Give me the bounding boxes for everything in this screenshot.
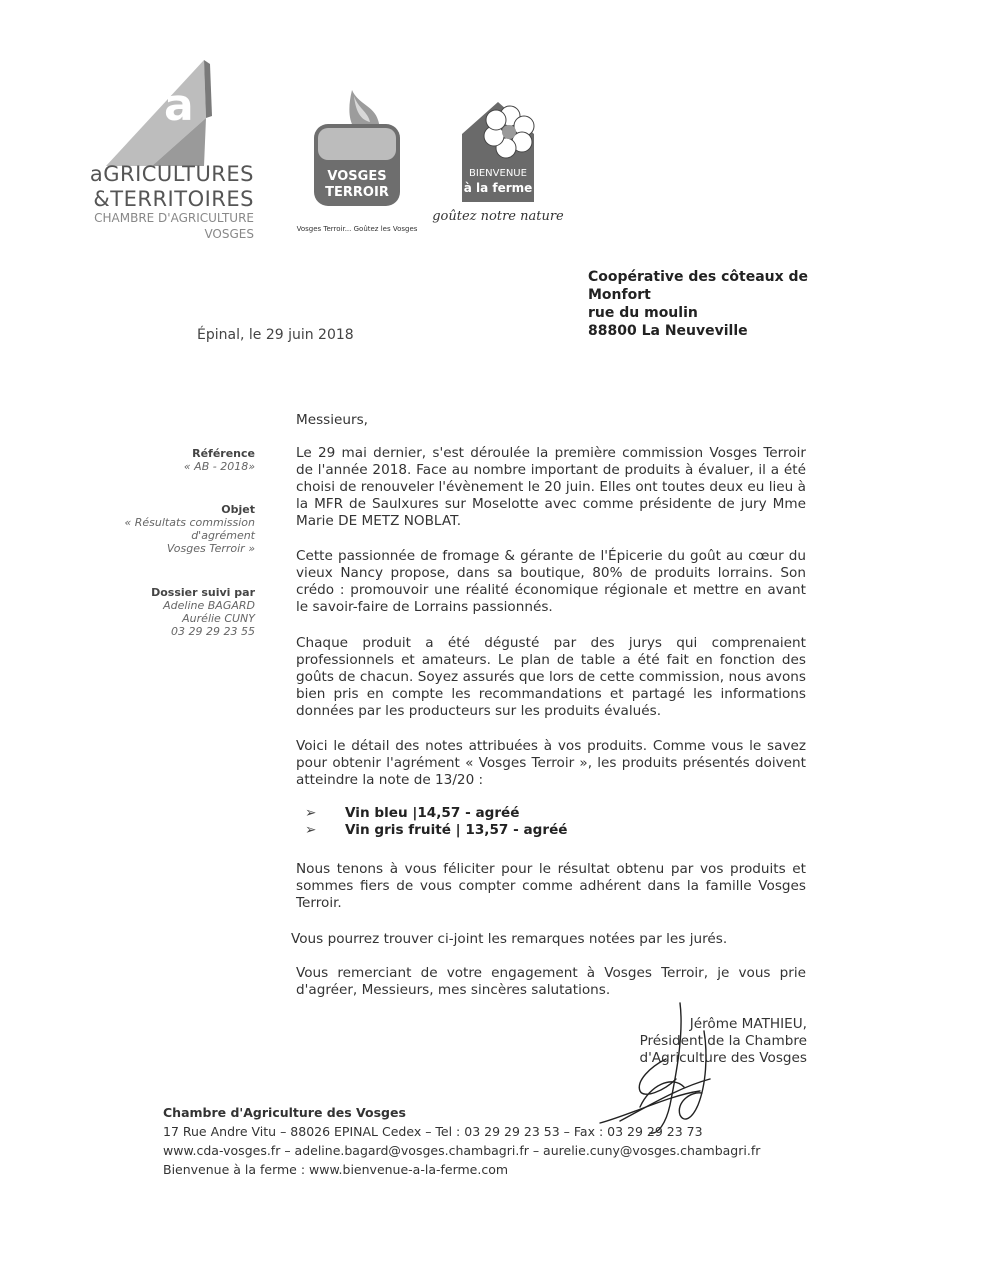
svg-text:a: a bbox=[164, 80, 194, 131]
agriculture-logo-line2: &TERRITOIRES bbox=[93, 187, 254, 211]
letter-date: Épinal, le 29 juin 2018 bbox=[197, 327, 354, 343]
paragraph-3: Chaque produit a été dégusté par des jurys qui comprenaient professionnels et amateurs. Le plan de table a été fait en fonction des goûts de chacun. Soyez assurés que lors de cette commission, nous avons bien pris en compte les recommandations et partagé les informations données par les producteurs sur les produits évalués. bbox=[296, 635, 806, 719]
agriculture-logo-line4: VOSGES bbox=[204, 227, 254, 241]
vosges-terroir-logo bbox=[292, 90, 422, 240]
arrow-bullet-icon: ➢ bbox=[305, 822, 317, 838]
dossier-name1: Adeline BAGARD bbox=[163, 599, 255, 612]
objet-block bbox=[35, 503, 255, 555]
paragraph-6: Vous pourrez trouver ci-joint les remarques notées par les jurés. bbox=[291, 931, 728, 947]
product-results-list bbox=[305, 805, 568, 839]
vosges-terroir-emblem-icon bbox=[292, 90, 422, 220]
bienvenue-tagline: goûtez notre nature bbox=[432, 209, 564, 224]
dossier-block bbox=[35, 586, 255, 638]
signer-title2: d'Agriculture des Vosges bbox=[639, 1050, 807, 1066]
list-item bbox=[305, 805, 568, 822]
footer-org: Chambre d'Agriculture des Vosges bbox=[163, 1105, 406, 1120]
vosges-terroir-tagline: Vosges Terroir... Goûtez les Vosges bbox=[296, 225, 418, 233]
recipient-line4: 88800 La Neuveville bbox=[588, 323, 748, 339]
footer bbox=[163, 1103, 760, 1179]
bienvenue-a-la-ferme-logo bbox=[432, 96, 564, 236]
recipient-line3: rue du moulin bbox=[588, 305, 698, 321]
paragraph-5: Nous tenons à vous féliciter pour le résultat obtenu par vos produits et sommes fiers de vous compter comme adhérent dans la famille Vosges Terroir. bbox=[296, 861, 806, 911]
paragraph-7: Vous remerciant de votre engagement à Vosges Terroir, je vous prie d'agréer, Messieurs, mes sincères salutations. bbox=[296, 965, 806, 998]
paragraph-2: Cette passionnée de fromage & gérante de l'Épicerie du goût au cœur du vieux Nancy propose, dans sa boutique, 80% de produits lorrains. Son crédo : promouvoir une réalité économique régionale et mettre en avant le savoir-faire de Lorrains passionnés. bbox=[296, 548, 806, 615]
reference-block bbox=[35, 447, 255, 473]
dossier-name2: Aurélie CUNY bbox=[182, 612, 255, 625]
footer-address: 17 Rue Andre Vitu – 88026 EPINAL Cedex – Tel : 03 29 29 23 53 – Fax : 03 29 29 23 73 bbox=[163, 1124, 703, 1139]
dossier-phone: 03 29 29 23 55 bbox=[171, 625, 255, 638]
bienvenue-line2: à la ferme bbox=[463, 181, 533, 195]
footer-bienvenue: Bienvenue à la ferme : www.bienvenue-a-la-ferme.com bbox=[163, 1162, 509, 1177]
objet-label: Objet bbox=[221, 503, 255, 516]
footer-web: www.cda-vosges.fr – adeline.bagard@vosges.chambagri.fr – aurelie.cuny@vosges.chambagri.fr bbox=[163, 1143, 761, 1158]
paragraph-1: Le 29 mai dernier, s'est déroulée la première commission Vosges Terroir de l'année 2018. Face au nombre important de produits à évaluer, il a été choisi de renouveler l'évènement le 20 juin. Elles ont toutes deux eu lieu à la MFR de Saulxures sur Moselotte avec comme présidente de jury Mme Marie DE METZ NOBLAT. bbox=[296, 445, 806, 529]
vosges-terroir-line2: TERROIR bbox=[325, 185, 389, 200]
list-item bbox=[305, 822, 568, 839]
dossier-label: Dossier suivi par bbox=[151, 586, 255, 599]
agriculture-logo-line3: CHAMBRE D'AGRICULTURE bbox=[94, 211, 254, 225]
objet-line3: Vosges Terroir » bbox=[166, 542, 255, 555]
salutation: Messieurs, bbox=[296, 412, 369, 428]
agriculture-territoires-logo bbox=[89, 58, 262, 248]
signer-name: Jérôme MATHIEU, bbox=[689, 1016, 807, 1032]
bienvenue-line1: BIENVENUE bbox=[469, 168, 527, 179]
objet-line2: d'agrément bbox=[191, 529, 255, 542]
recipient-address bbox=[588, 268, 808, 340]
recipient-line1: Coopérative des côteaux de bbox=[588, 269, 809, 285]
signer-title1: Président de la Chambre bbox=[639, 1033, 807, 1049]
objet-line1: « Résultats commission bbox=[124, 516, 255, 529]
reference-value: « AB - 2018» bbox=[183, 460, 255, 473]
agriculture-logo-line1: aGRICULTURES bbox=[89, 162, 254, 186]
recipient-line2: Monfort bbox=[588, 287, 651, 303]
agriculture-a-emblem-icon bbox=[92, 58, 262, 168]
arrow-bullet-icon: ➢ bbox=[305, 805, 317, 821]
product-result-2: Vin gris fruité | 13,57 - agréé bbox=[345, 822, 568, 838]
product-result-1: Vin bleu |14,57 - agréé bbox=[345, 805, 520, 821]
bienvenue-flower-house-icon bbox=[432, 96, 564, 206]
vosges-terroir-line1: VOSGES bbox=[327, 169, 387, 184]
paragraph-4: Voici le détail des notes attribuées à vos produits. Comme vous le savez pour obtenir l'agrément « Vosges Terroir », les produits présentés doivent atteindre la note de 13/20 : bbox=[296, 738, 806, 788]
reference-label: Référence bbox=[192, 447, 255, 460]
